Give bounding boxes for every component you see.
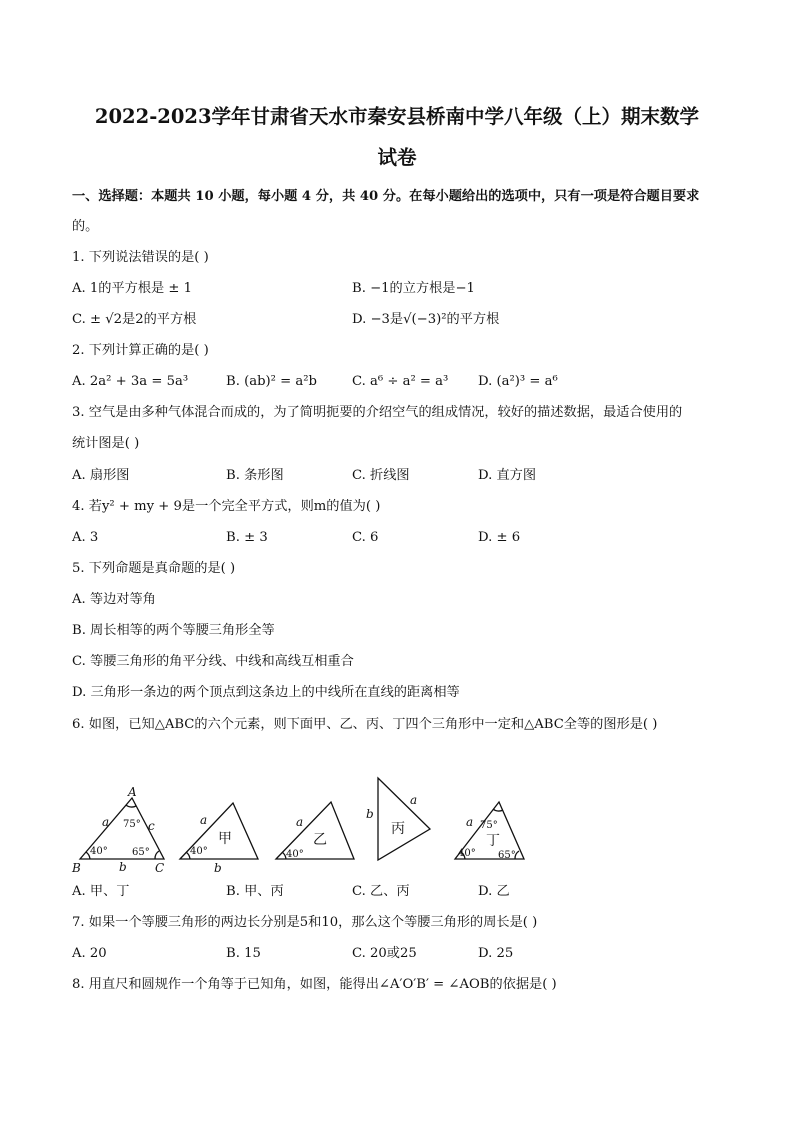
q5-stem: 5. 下列命题是真命题的是( ): [72, 561, 236, 576]
label-angle-40-abc: 40°: [90, 846, 108, 857]
label-vertex-a: A: [128, 785, 137, 799]
label-angle-40-jia: 40°: [190, 846, 208, 857]
section-instructions-line2: 的。: [72, 219, 99, 234]
q2-option-d: D. (a²)³ = a⁶: [478, 374, 558, 389]
q5-option-d: D. 三角形一条边的两个顶点到这条边上的中线所在直线的距离相等: [72, 685, 460, 700]
q7-option-c: C. 20或25: [352, 946, 417, 961]
q6-option-d: D. 乙: [478, 884, 510, 899]
q1-option-a: A. 1的平方根是 ± 1: [72, 281, 193, 296]
q3-option-c: C. 折线图: [352, 468, 410, 483]
label-angle-40-yi: 40°: [286, 849, 304, 860]
q6-option-b: B. 甲、丙: [226, 884, 284, 899]
q4-option-c: C. 6: [352, 530, 379, 545]
label-angle-40-ding: 40°: [458, 848, 476, 859]
q5-option-c: C. 等腰三角形的角平分线、中线和高线互相重合: [72, 654, 354, 669]
label-side-b-jia: b: [214, 861, 222, 875]
label-vertex-b: B: [72, 861, 81, 875]
paper-title-line1: 2022-2023学年甘肃省天水市秦安县桥南中学八年级（上）期末数学: [94, 105, 700, 128]
q7-option-b: B. 15: [226, 946, 261, 961]
q6-triangles-figure: [68, 772, 538, 880]
q4-option-d: D. ± 6: [478, 530, 521, 545]
q7-stem: 7. 如果一个等腰三角形的两边长分别是5和10，那么这个等腰三角形的周长是( ): [72, 915, 538, 930]
q6-option-c: C. 乙、丙: [352, 884, 410, 899]
q1-option-b: B. −1的立方根是−1: [352, 281, 475, 296]
label-side-a-jia: a: [200, 813, 208, 827]
label-jia: 甲: [218, 831, 232, 847]
q4-option-b: B. ± 3: [226, 530, 268, 545]
triangle-bing: [378, 778, 430, 860]
q3-stem-line2: 统计图是( ): [72, 436, 140, 451]
q5-option-b: B. 周长相等的两个等腰三角形全等: [72, 623, 275, 638]
q8-stem: 8. 用直尺和圆规作一个角等于已知角，如图，能得出∠A′O′B′ = ∠AOB的依据是( ): [72, 977, 557, 992]
label-yi: 乙: [313, 832, 327, 848]
label-angle-65-abc: 65°: [132, 847, 150, 858]
label-ding: 丁: [486, 833, 500, 849]
q3-option-b: B. 条形图: [226, 468, 284, 483]
q4-stem: 4. 若y² + my + 9是一个完全平方式，则m的值为( ): [72, 499, 381, 514]
label-side-a-ding: a: [466, 815, 474, 829]
q3-option-a: A. 扇形图: [72, 468, 130, 483]
q2-option-a: A. 2a² + 3a = 5a³: [72, 374, 189, 389]
label-bing: 丙: [391, 821, 405, 837]
q6-option-a: A. 甲、丁: [72, 884, 130, 899]
label-side-a-abc: a: [102, 815, 110, 829]
section-instructions-line1: 一、选择题：本题共 10 小题，每小题 4 分，共 40 分。在每小题给出的选项中，只有一项是符合题目要求: [72, 189, 700, 204]
q2-option-b: B. (ab)² = a²b: [226, 374, 317, 389]
q3-option-d: D. 直方图: [478, 468, 537, 483]
q6-stem: 6. 如图，已知△ABC的六个元素，则下面甲、乙、丙、丁四个三角形中一定和△ABC全等的图形是( ): [72, 717, 658, 732]
q7-option-d: D. 25: [478, 946, 514, 961]
q4-option-a: A. 3: [72, 530, 99, 545]
label-angle-75-abc: 75°: [123, 819, 141, 830]
paper-title-line2: 试卷: [377, 146, 417, 169]
label-vertex-c: C: [155, 861, 165, 875]
q1-option-c: C. ± √2是2的平方根: [72, 312, 197, 327]
q1-stem: 1. 下列说法错误的是( ): [72, 250, 209, 265]
label-angle-65-ding: 65°: [498, 850, 516, 861]
q7-option-a: A. 20: [72, 946, 107, 961]
q1-option-d: D. −3是√(−3)²的平方根: [352, 312, 500, 327]
label-side-c-abc: c: [148, 819, 155, 833]
q2-stem: 2. 下列计算正确的是( ): [72, 343, 209, 358]
q5-option-a: A. 等边对等角: [72, 592, 156, 607]
q3-stem-line1: 3. 空气是由多种气体混合而成的，为了简明扼要的介绍空气的组成情况，较好的描述数据，最适合使用的: [72, 405, 683, 420]
label-angle-75-ding: 75°: [480, 820, 498, 831]
label-side-b-abc: b: [119, 860, 127, 874]
q2-option-c: C. a⁶ ÷ a² = a³: [352, 374, 449, 389]
label-side-a-yi: a: [296, 815, 304, 829]
label-side-a-bing: a: [410, 793, 418, 807]
label-side-b-bing: b: [366, 807, 374, 821]
